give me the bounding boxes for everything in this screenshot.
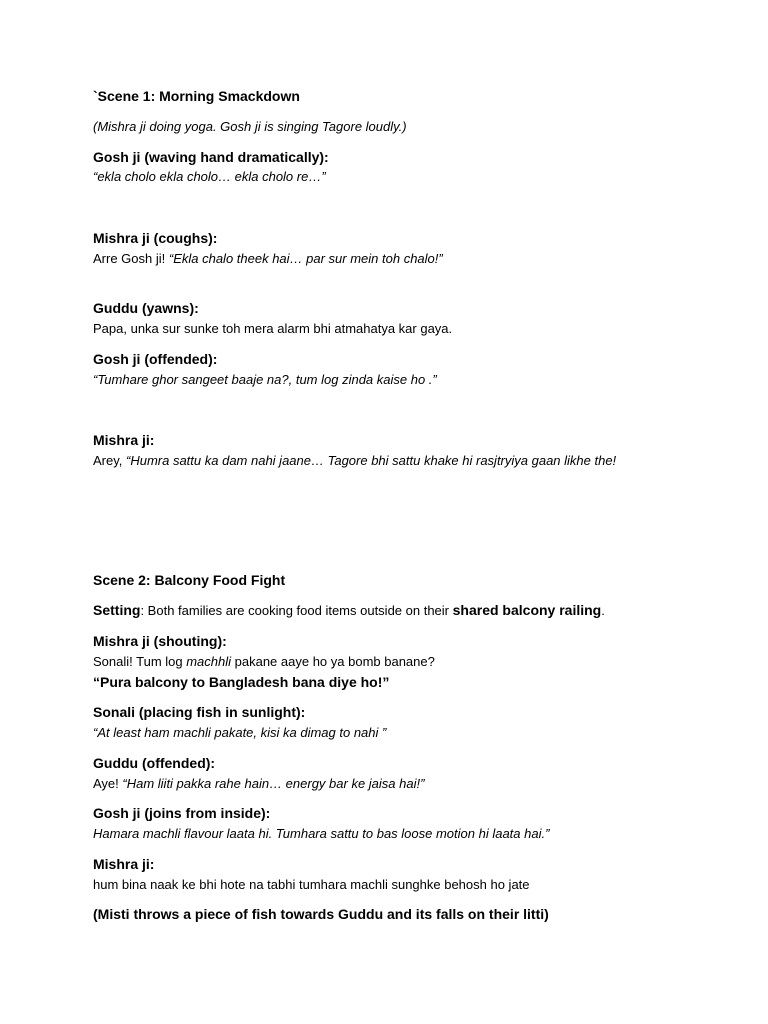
scene-1-dialogue-4 [93,373,437,386]
scene-1-stage-direction: (Mishra ji doing yoga. Gosh ji is singing Tagore loudly.) [93,119,407,134]
dialogue-prefix: Arey, [93,453,126,468]
scene-1-dialogue-2 [93,252,443,265]
scene-2-dialogue-mishra [93,655,435,668]
dialogue-quote: “Humra sattu ka dam nahi jaane… Tagore bhi sattu khake hi rasjtryiya gaan likhe the! [126,453,617,468]
dialogue-quote: “ekla cholo ekla cholo… ekla cholo re…” [93,169,326,184]
scene-1-speaker-2: Mishra ji (coughs): [93,230,218,246]
scene-1-speaker-1: Gosh ji (waving hand dramatically): [93,149,329,165]
document-page [93,0,733,1024]
scene-1-speaker-3: Guddu (yawns): [93,300,199,316]
scene-1-dialogue-5 [93,454,616,467]
scene-2-dialogue-mishra-2: hum bina naak ke bhi hote na tabhi tumhara machli sunghke behosh ho jate [93,877,530,892]
scene-1-dialogue-1 [93,170,326,183]
dialogue-text-b: machhli [186,654,232,669]
scene-2-dialogue-mishra-bold: “Pura balcony to Bangladesh bana diye ho!” [93,674,390,690]
dialogue-quote: “Ekla chalo theek hai… par sur mein toh chalo!” [168,251,443,266]
scene-2-title: Scene 2: Balcony Food Fight [93,572,286,588]
dialogue-prefix: Papa, unka sur sunke toh mera alarm bhi atmahatya kar gaya. [93,321,453,336]
dialogue-prefix: Arre Gosh ji! [93,251,169,266]
scene-2-setting [93,603,605,617]
dialogue-quote: “Ham liiti pakka rahe hain… energy bar ke jaisa hai!” [122,776,425,791]
scene-2-dialogue-sonali: “At least ham machli pakate, kisi ka dimag to nahi ” [93,725,387,740]
dialogue-prefix: Aye! [93,776,123,791]
scene-2-speaker-mishra-2: Mishra ji: [93,856,155,872]
scene-2-closing-direction: (Misti throws a piece of fish towards Guddu and its falls on their litti) [93,906,549,922]
scene-2-speaker-mishra: Mishra ji (shouting): [93,633,227,649]
dialogue-text-a: Sonali! Tum log [93,654,187,669]
scene-1-dialogue-3 [93,322,452,335]
scene-2-speaker-guddu: Guddu (offended): [93,755,216,771]
setting-label: Setting [93,602,141,618]
scene-2-speaker-gosh: Gosh ji (joins from inside): [93,805,271,821]
scene-1-speaker-4: Gosh ji (offended): [93,351,218,367]
scene-1-title: `Scene 1: Morning Smackdown [93,88,300,104]
dialogue-quote: “Tumhare ghor sangeet baaje na?, tum log zinda kaise ho .” [93,372,437,387]
setting-emphasis: shared balcony railing [452,602,602,618]
scene-2-dialogue-gosh: Hamara machli flavour laata hi. Tumhara sattu to bas loose motion hi laata hai.” [93,826,550,841]
dialogue-text-c: pakane aaye ho ya bomb banane? [231,654,435,669]
scene-2-dialogue-guddu [93,777,424,790]
setting-text: : Both families are cooking food items outside on their [140,603,453,618]
setting-end: . [601,603,605,618]
scene-1-speaker-5: Mishra ji: [93,432,155,448]
scene-2-speaker-sonali: Sonali (placing fish in sunlight): [93,704,306,720]
